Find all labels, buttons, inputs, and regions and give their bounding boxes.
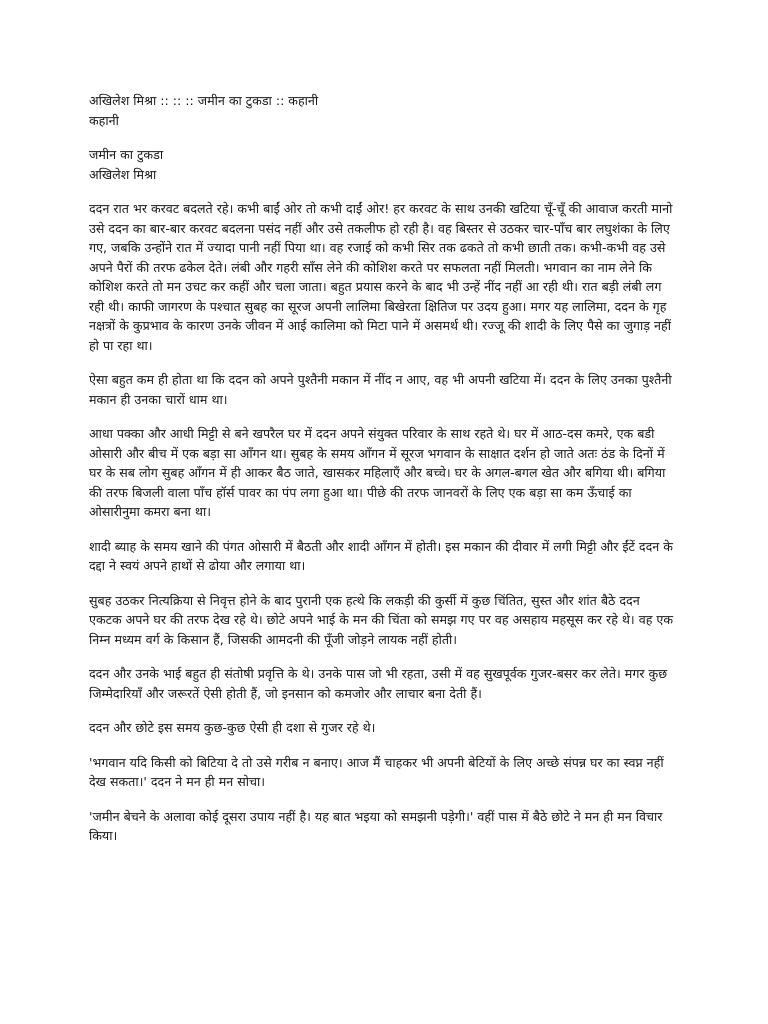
article-body [89,91,674,846]
paragraph: सुबह उठकर नित्यक्रिया से निवृत्त होने के बाद पुरानी एक हत्थे कि लकड़ी की कुर्सी में कुछ चिंतित, सुस्त और शांत बैठे ददन एकटक अपने घर की तरफ देख रहे थे। छोटे अपने भाई के मन की चिंता को समझ गए पर वह असहाय महसूस कर रहे थे। वह एक निम्न मध्यम वर्ग के किसान हैं, जिसकी आमदनी की पूँजी जोड़ने लायक नहीं होती। [89,592,674,647]
author-name: अखिलेश मिश्रा [89,166,157,182]
header-line: अखिलेश मिश्रा :: :: :: जमीन का टुकडा :: कहानी [89,93,319,108]
paragraph: ददन रात भर करवट बदलते रहे। कभी बाईं ओर तो कभी दाईं ओर! हर करवट के साथ उनकी खटिया चूँ-चूँ की आवाज करती मानो उसे ददन का बार-बार करवट बदलना पसंद नहीं और उसे तकलीफ हो रही है। वह बिस्तर से उठकर चार-पाँच बार लघुशंका के लिए गए, जबकि उन्होंने रात में ज्यादा पानी नहीं पिया था। वह रजाई को कभी सिर तक ढकते तो कभी छाती तक। कभी-कभी वह उसे अपने पैरों की तरफ ढकेल देते। लंबी और गहरी साँस लेने की कोशिश करते पर सफलता नहीं मिलती। भगवान का नाम लेने कि कोशिश करते तो मन उचट कर कहीं और चला जाता। बहुत प्रयास करने के बाद भी उन्हें नींद नहीं आ रही थी। रात बड़ी लंबी लग रही थी। काफी जागरण के पश्चात सुबह का सूरज अपनी लालिमा बिखेरता क्षितिज पर उदय हुआ। मगर यह लालिमा, ददन के गृह नक्षत्रों के कुप्रभाव के कारण उनके जीवन में आई कालिमा को मिटा पाने में असमर्थ थी। रज्जू की शादी के लिए पैसे का जुगाड़ नहीं हो पा रहा था। [89,201,673,353]
paragraph: आधा पक्का और आधी मिट्टी से बने खपरैल घर में ददन अपने संयुक्त परिवार के साथ रहते थे। घर में आठ-दस कमरे, एक बडी ओसारी और बीच में एक बड़ा सा आँगन था। सुबह के समय आँगन में सूरज भगवान के साक्षात दर्शन हो जाते अतः ठंड के दिनों में घर के सब लोग सुबह आँगन में ही आकर बैठ जाते, खासकर महिलाएँ और बच्चे। घर के अगल-बगल खेत और बगिया थी। बगिया की तरफ बिजली वाला पाँच हॉर्स पावर का पंप लगा हुआ था। पीछे की तरफ जानवरों के लिए एक बड़ा सा कम ऊँचाई का ओसारीनुमा कमरा बना था। [89,426,666,519]
paragraph: ददन और उनके भाई बहुत ही संतोषी प्रवृत्ति के थे। उनके पास जो भी रहता, उसी में वह सुखपूर्वक गुजर-बसर कर लेते। मगर कुछ जिम्मेदारियाँ और जरूरतें ऐसी होती हैं, जो इनसान को कमजोर और लाचार बना देती हैं। [89,666,668,701]
story-title: जमीन का टुकडा [89,147,164,162]
paragraph: 'जमीन बेचने के अलावा कोई दूसरा उपाय नहीं है। यह बात भइया को समझनी पड़ेगी।' वहीं पास में बैठे छोटे ने मन ही मन विचार किया। [89,808,663,843]
header-block [89,91,674,130]
title-block [89,145,674,184]
category-label: कहानी [89,112,119,128]
paragraph: शादी ब्याह के समय खाने की पंगत ओसारी में बैठती और शादी आँगन में होती। इस मकान की दीवार में लगी मिट्टी और ईंटें ददन के दद्दा ने स्वयं अपने हाथों से ढोया और लगाया था। [89,538,673,573]
paragraph: ददन और छोटे इस समय कुछ-कुछ ऐसी ही दशा से गुजर रहे थे। [89,720,376,735]
paragraph: 'भगवान यदि किसी को बिटिया दे तो उसे गरीब न बनाए। आज मैं चाहकर भी अपनी बेटियों के लिए अच्छे संपन्न घर का स्वप्न नहीं देख सकता।' ददन ने मन ही मन सोचा। [89,754,664,789]
paragraph: ऐसा बहुत कम ही होता था कि ददन को अपने पुश्तैनी मकान में नींद न आए, वह भी अपनी खटिया में। ददन के लिए उनका पुश्तैनी मकान ही उनका चारों धाम था। [89,372,672,407]
